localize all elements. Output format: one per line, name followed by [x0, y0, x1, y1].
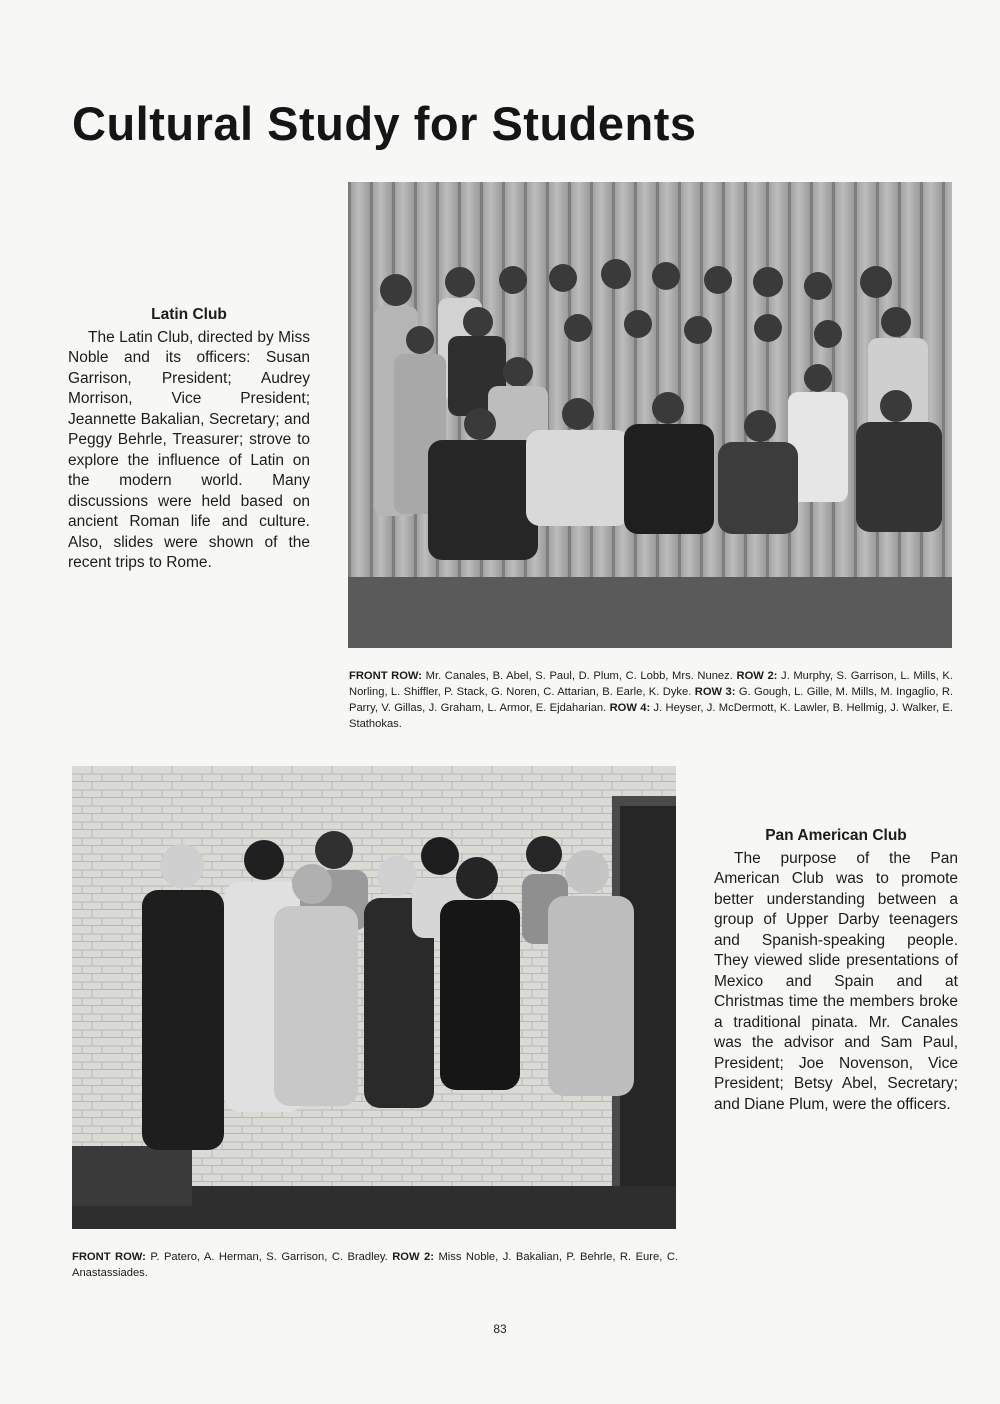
caption-row-label: ROW 2: [736, 670, 778, 682]
pan-american-club-article [714, 826, 958, 1115]
pan-american-club-group-photo [72, 766, 676, 1229]
caption-row-names: Miss Noble, J. Bakalian, P. Behrle, R. Eure, C. Anastassiades. [72, 1251, 679, 1279]
page-title: Cultural Study for Students [72, 97, 697, 150]
page-number: 83 [493, 1322, 507, 1336]
pan-american-club-body: The purpose of the Pan American Club was to promote better understanding between a group of Upper Darby teenagers and Spanish-speaking people. They viewed slide presentations of Mexico and Spain and at Christmas time the members broke a traditional pinata. Mr. Canales was the advisor and Sam Paul, President; Joe Novenson, Vice President; Betsy Abel, Secretary; and Diane Plum, were the officers. [714, 849, 958, 1113]
caption-row-label: FRONT ROW: [349, 670, 423, 682]
latin-club-heading: Latin Club [151, 306, 227, 323]
pan-american-club-heading: Pan American Club [765, 827, 907, 844]
caption-row-names: P. Patero, A. Herman, S. Garrison, C. Bradley. [150, 1251, 388, 1263]
pan-american-club-caption [72, 1249, 678, 1281]
caption-row-label: ROW 2: [392, 1251, 434, 1263]
caption-row-label: ROW 4: [609, 702, 651, 714]
latin-club-body: The Latin Club, directed by Miss Noble and its officers: Susan Garrison, President; Audrey Morrison, Vice President; Jeannette Bakalian, Secretary; and Peggy Behrle, Treasurer; strove to explore the influence of Latin on the modern world. Many discussions were held based on ancient Roman life and culture. Also, slides were shown of the recent trips to Rome. [68, 328, 310, 571]
latin-club-caption [349, 668, 953, 732]
caption-row-names: G. Gough, L. Gille, M. Mills, M. Ingaglio, R. Parry, V. Gillas, J. Graham, L. Armor, E. Ejdaharian. [349, 686, 954, 714]
latin-club-article [68, 305, 310, 574]
caption-row-names: Mr. Canales, B. Abel, S. Paul, D. Plum, C. Lobb, Mrs. Nunez. [425, 670, 733, 682]
caption-row-names: J. Heyser, J. McDermott, K. Lawler, B. Hellmig, J. Walker, E. Stathokas. [349, 702, 954, 730]
latin-club-group-photo [348, 182, 952, 648]
caption-row-names: J. Murphy, S. Garrison, L. Mills, K. Norling, L. Shiffler, P. Stack, G. Noren, C. Attarian, B. Earle, K. Dyke. [349, 670, 953, 698]
caption-row-label: ROW 3: [694, 686, 736, 698]
caption-row-label: FRONT ROW: [72, 1251, 146, 1263]
